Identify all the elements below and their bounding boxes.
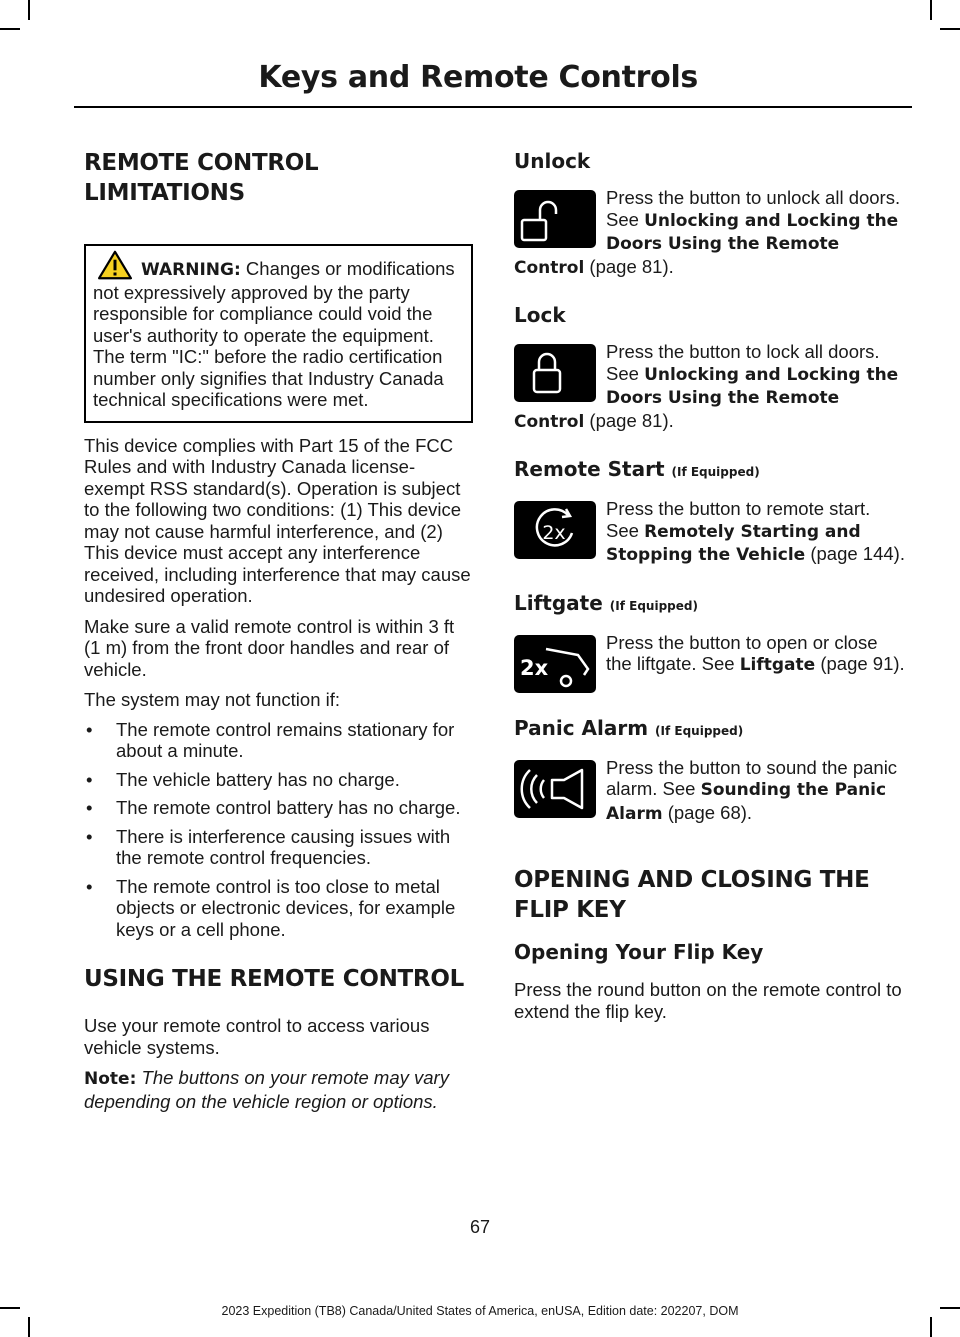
edition-footer: 2023 Expedition (TB8) Canada/United States of America, enUSA, Edition date: 202207, DOM — [221, 1304, 739, 1318]
header-rule — [74, 106, 912, 108]
lock-text: Press the button to lock all doors. See Unlocking and Locking the Doors Using the Remote Control (page 81). — [514, 341, 899, 432]
warning-label: WARNING: — [141, 260, 241, 280]
liftgate-link[interactable]: Liftgate — [739, 655, 816, 675]
if-equipped-label: (If Equipped) — [671, 465, 760, 479]
unlock-link[interactable]: Unlocking and Locking the Doors Using the Remote Control — [514, 210, 899, 278]
list-item: • The remote control remains stationary for about a minute. — [84, 719, 474, 762]
remote-start-link[interactable]: Remotely Starting and Stopping the Vehicle — [606, 521, 861, 565]
if-equipped-label: (If Equipped) — [655, 723, 744, 738]
remote-start-block — [514, 498, 908, 567]
conditions-list — [84, 719, 474, 941]
liftgate-icon-label: 2x — [520, 655, 549, 680]
lock-link[interactable]: Unlocking and Locking the Doors Using the Remote Control — [514, 364, 899, 432]
flip-key-paragraph: Press the round button on the remote control to extend the flip key. — [514, 979, 902, 1022]
liftgate-icon — [514, 635, 596, 693]
liftgate-text: Press the button to open or close the liftgate. See Liftgate (page 91). — [606, 631, 905, 675]
fcc-paragraph: This device complies with Part 15 of the FCC Rules and with Industry Canada license-exempt RSS standard(s). Operation is subject to the following two conditions: (1) This device may not cause harmful interference, and (2) This device must accept any interference received, including interference that may cause undesired operation. — [84, 434, 471, 606]
remote-start-icon — [514, 501, 596, 559]
warning-box — [84, 244, 473, 423]
note-paragraph — [84, 1067, 474, 1112]
section-title-flip-key: OPENING AND CLOSING THE FLIP KEY — [514, 867, 870, 923]
section-title-using-remote: USING THE REMOTE CONTROL — [84, 966, 464, 992]
note-text: The buttons on your remote may vary depending on the vehicle region or options. — [84, 1067, 449, 1112]
warning-text: Changes or modifications not expressively approved by the party responsible for compliance could void the user's authority to operate the equipment. The term "IC:" before the radio certification number only signifies that Industry Canada technical specifications were met. — [93, 258, 455, 410]
list-item: • The vehicle battery has no charge. — [84, 769, 474, 791]
may-not-function-paragraph: The system may not function if: — [84, 689, 341, 710]
panic-text: Press the button to sound the panic alarm. See Sounding the Panic Alarm (page 68). — [606, 756, 898, 824]
remote-start-heading: Remote Start (If Equipped) — [514, 457, 760, 481]
unlock-heading: Unlock — [514, 149, 591, 173]
crop-mark — [930, 1317, 932, 1337]
crop-mark — [930, 0, 932, 20]
range-paragraph: Make sure a valid remote control is within 3 ft (1 m) from the front door handles and rear of vehicle. — [84, 615, 455, 680]
opening-flip-key-heading: Opening Your Flip Key — [514, 940, 764, 964]
note-label: Note: — [84, 1069, 137, 1089]
crop-mark — [28, 1317, 30, 1337]
list-item: • The remote control battery has no charge. — [84, 797, 474, 819]
unlock-text: Press the button to unlock all doors. See Unlocking and Locking the Doors Using the Remote Control (page 81). — [514, 187, 901, 278]
liftgate-block — [514, 632, 908, 692]
remote-start-text: Press the button to remote start. See Remotely Starting and Stopping the Vehicle (page 144). — [606, 498, 905, 565]
panic-block — [514, 757, 908, 826]
section-title-remote-limitations: REMOTE CONTROL LIMITATIONS — [84, 150, 319, 206]
panic-horn-icon — [514, 760, 596, 818]
right-column — [514, 148, 908, 1022]
remote-start-icon-label: 2x — [542, 522, 566, 544]
warning-triangle-icon — [97, 250, 133, 280]
unlock-block — [514, 187, 908, 279]
list-item: • There is interference causing issues with the remote control frequencies. — [84, 826, 474, 869]
lock-block — [514, 341, 908, 433]
page-number: 67 — [469, 1217, 491, 1237]
panic-heading: Panic Alarm (If Equipped) — [514, 715, 744, 740]
list-item: • The remote control is too close to metal objects or electronic devices, for example keys or a cell phone. — [84, 876, 474, 941]
crop-mark — [28, 0, 30, 20]
use-remote-paragraph: Use your remote control to access various vehicle systems. — [84, 1015, 430, 1058]
lock-heading: Lock — [514, 303, 566, 327]
liftgate-heading: Liftgate (If Equipped) — [514, 590, 698, 615]
page-header-title: Keys and Remote Controls — [258, 60, 698, 95]
lock-icon — [514, 344, 596, 402]
left-column — [84, 148, 474, 1112]
panic-link[interactable]: Sounding the Panic Alarm — [606, 780, 887, 824]
if-equipped-label: (If Equipped) — [609, 598, 698, 613]
crop-mark — [940, 28, 960, 30]
unlock-icon — [514, 190, 596, 248]
crop-mark — [0, 28, 20, 30]
